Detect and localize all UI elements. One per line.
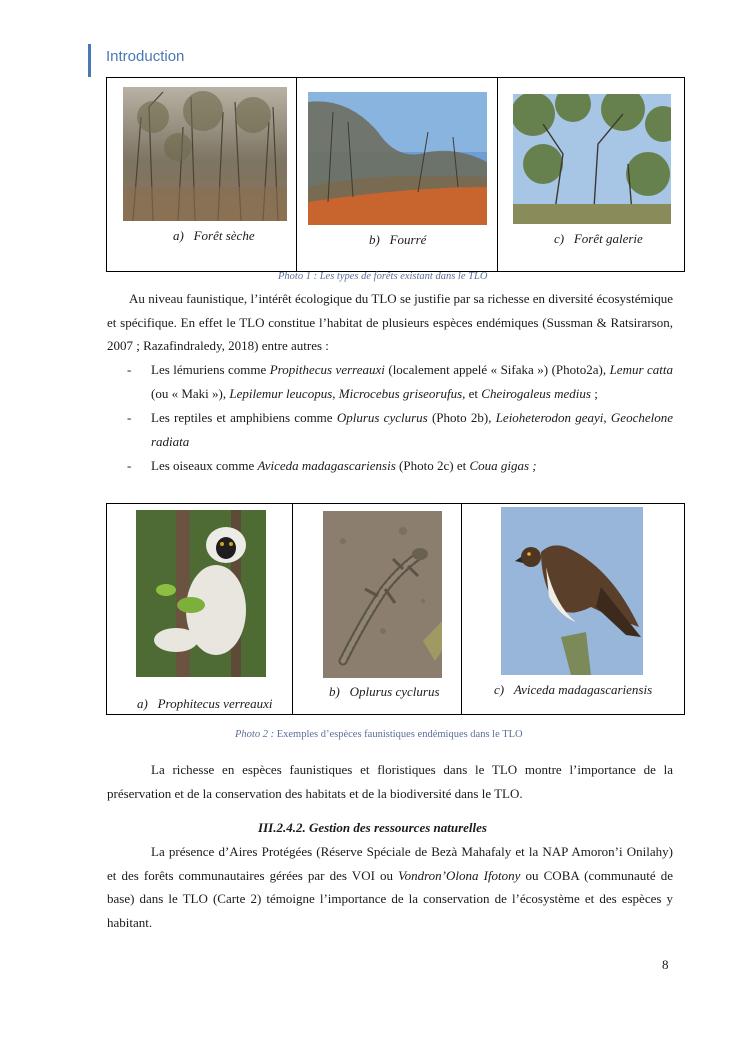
header-accent-bar <box>88 44 91 77</box>
photo1-cell-c <box>498 78 685 272</box>
photo-dry-forest <box>123 87 287 221</box>
photo1-table <box>106 77 685 272</box>
photo2-cell-a <box>107 504 293 715</box>
photo1-cell-a <box>107 78 297 272</box>
paragraph-protected-areas-text: La présence d’Aires Protégées (Réserve Spéciale de Bezà Mahafaly et la NAP Amoron’i Onilahy) et des forêts communautaires gérées par des VOI ou Vondron’Olona Ifotony ou COBA (communauté de base) dans le TLO (Carte 2) témoigne l’importance de la conservation de l’écosystème et des espèces y habitant. <box>107 844 673 930</box>
bullet-birds: - Les oiseaux comme Aviceda madagascariensis (Photo 2c) et Coua gigas ; <box>127 458 537 473</box>
photo1-label-a: a) Forêt sèche <box>173 228 255 243</box>
photo2-caption: Photo 2 : Exemples d’espèces faunistiques endémiques dans le TLO <box>235 729 523 740</box>
photo-gallery-forest <box>513 94 671 224</box>
page-number: 8 <box>662 957 669 972</box>
photo-sifaka <box>136 510 266 677</box>
bullet-reptiles: - Les reptiles et amphibiens comme Oplurus cyclurus (Photo 2b), Leioheterodon geayi, Geochelone radiata <box>127 410 674 449</box>
photo-aviceda <box>501 507 643 675</box>
photo1-label-b: b) Fourré <box>369 232 427 247</box>
photo2-label-a: a) Prophitecus verreauxi <box>137 696 273 711</box>
photo1-caption: Photo 1 : Les types de forêts existant dans le TLO <box>278 271 488 282</box>
bullet-lemurs: - Les lémuriens comme Propithecus verreauxi (localement appelé « Sifaka ») (Photo2a), Lemur catta (ou « Maki »), Lepilemur leucopus, Microcebus griseorufus, et Cheirogaleus medius ; <box>127 362 673 401</box>
species-bullet-list <box>127 358 673 479</box>
paragraph-fauna-intro <box>107 287 673 358</box>
paragraph-richness-text: La richesse en espèces faunistiques et floristiques dans le TLO montre l’importance de la préservation et de la conservation des habitats et de la biodiversité dans le TLO. <box>107 762 673 801</box>
photo1-label-c: c) Forêt galerie <box>554 231 643 246</box>
paragraph-richness <box>107 758 673 805</box>
section-title: III.2.4.2. Gestion des ressources naturelles <box>258 820 487 835</box>
photo2-table <box>106 503 685 715</box>
section-header-title: Introduction <box>106 48 185 65</box>
photo-oplurus <box>323 511 442 678</box>
paragraph-fauna-intro-text: Au niveau faunistique, l’intérêt écologique du TLO se justifie par sa richesse en diversité écosystémique et spécifique. En effet le TLO constitue l’habitat de plusieurs espèces endémiques (Sussman & Ratsirarson, 2007 ; Razafindraledy, 2018) entre autres : <box>107 291 673 353</box>
photo2-label-c: c) Aviceda madagascariensis <box>494 682 653 697</box>
paragraph-protected-areas <box>107 840 673 934</box>
photo1-cell-b <box>297 78 498 272</box>
photo2-cell-c <box>462 504 685 715</box>
photo-thicket <box>308 92 487 225</box>
photo2-label-b: b) Oplurus cyclurus <box>329 684 440 699</box>
photo2-cell-b <box>293 504 462 715</box>
